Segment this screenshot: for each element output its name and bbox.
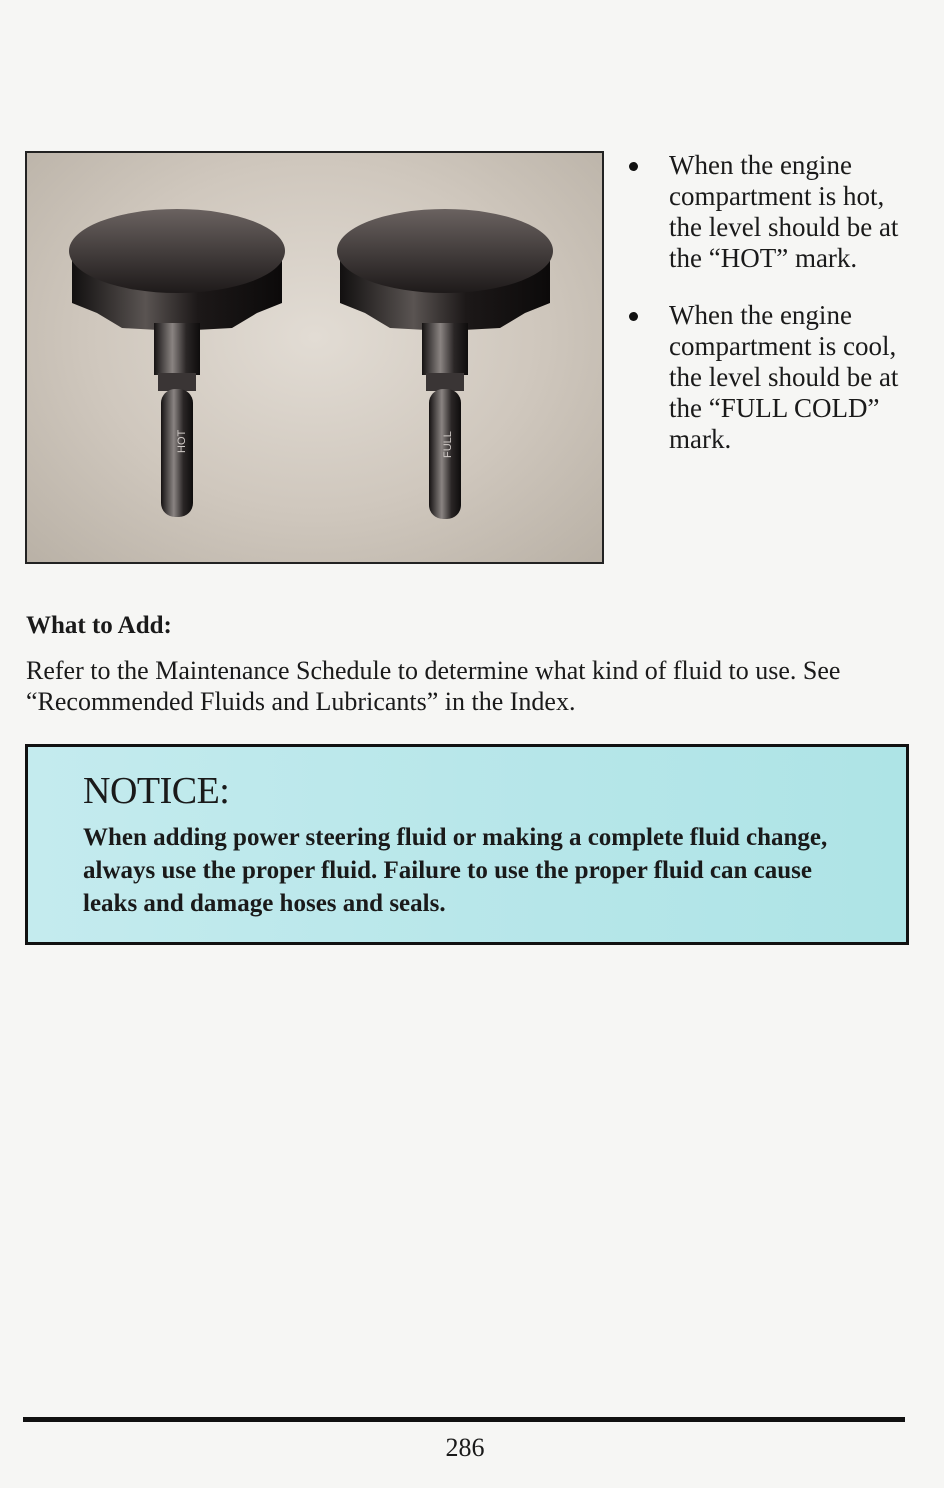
right-dipstick-mark: FULL — [442, 431, 454, 458]
left-dipstick-cap — [69, 209, 285, 517]
dipstick-caps-drawing — [27, 153, 604, 564]
bullet-dot-icon — [629, 312, 638, 321]
bullet-hot-text: When the engine compartment is hot, the level should be at the “HOT” mark. — [669, 150, 899, 273]
section-heading: What to Add: — [26, 612, 172, 639]
level-instructions-list — [623, 150, 923, 455]
notice-title: NOTICE: — [83, 770, 230, 812]
page-number: 286 — [445, 1433, 485, 1462]
notice-body: When adding power steering fluid or making a complete fluid change, always use the proper fluid. Failure to use the proper fluid can cause leaks and damage hoses and seals. — [83, 824, 828, 917]
left-dipstick-mark: HOT — [176, 429, 188, 453]
bullet-cold-text: When the engine compartment is cool, the level should be at the “FULL COLD” mark. — [669, 300, 899, 454]
right-dipstick-cap — [337, 209, 553, 519]
dipstick-illustration — [25, 151, 604, 564]
bullet-hot — [623, 150, 923, 274]
bullet-dot-icon — [629, 162, 638, 171]
section-paragraph: Refer to the Maintenance Schedule to determine what kind of fluid to use. See “Recommended Fluids and Lubricants” in the Index. — [26, 656, 841, 716]
footer-rule — [23, 1417, 905, 1422]
bullet-cold — [623, 300, 923, 455]
notice-box — [25, 744, 909, 945]
